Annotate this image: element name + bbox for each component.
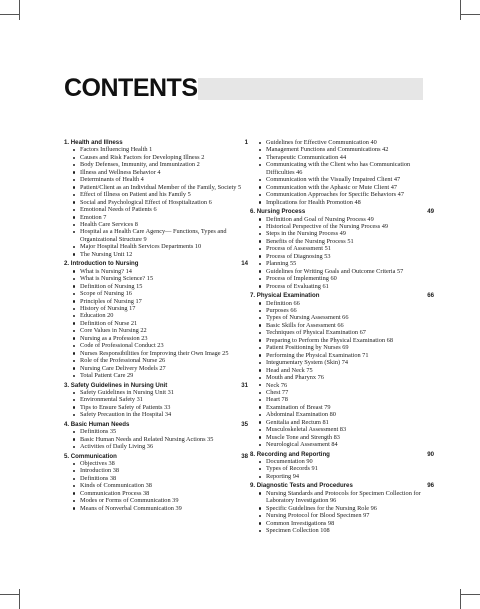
toc-entry: Guidelines for Writing Goals and Outcome Criteria 57 [258,268,436,275]
topic-list [64,268,250,380]
chapter-title: 3. Safety Guidelines in Nursing Unit [64,381,168,389]
toc-entry: Therapeutic Communication 44 [258,154,436,161]
topic-list [64,428,250,450]
toc-entry: Communication with the Aphasic or Mute Client 47 [258,184,436,191]
topic-list [250,216,436,291]
topic-list [64,146,250,258]
toc-entry: Neurological Assessment 84 [258,441,436,448]
toc-entry: Causes and Risk Factors for Developing Illness 2 [72,154,250,161]
chapter-page-number: 35 [241,420,248,428]
chapter-page-number: 14 [241,260,248,268]
topic-list [250,139,436,206]
topic-list [250,490,436,535]
toc-entry: Patient Positioning by Nurses 69 [258,344,436,351]
toc-entry: Process of Diagnosing 53 [258,253,436,260]
toc-entry: Preparing to Perform the Physical Examination 68 [258,337,436,344]
toc-entry: Activities of Daily Living 36 [72,443,250,450]
toc-entry: Definition of Nurse 21 [72,320,250,327]
toc-entry: Emotion 7 [72,214,250,221]
chapter-title: 4. Basic Human Needs [64,420,130,428]
toc-entry: Nursing Protocol for Blood Specimen 97 [258,512,436,519]
chapter-heading [250,208,436,215]
toc-entry: Introduction 38 [72,467,250,474]
toc-entry: Nursing Care Delivery Models 27 [72,365,250,372]
chapter-title: 2. Introduction to Nursing [64,260,139,268]
toc-entry: Major Hospital Health Services Departments 10 [72,243,250,250]
toc-entry: Core Values in Nursing 22 [72,327,250,334]
toc-entry: Reporting 94 [258,473,436,480]
chapter-heading [250,482,436,489]
toc-left-column [64,139,250,512]
toc-entry: Heart 78 [258,396,436,403]
toc-entry: Specimen Collection 108 [258,527,436,534]
crop-mark [460,14,480,15]
toc-entry: Performing the Physical Examination 71 [258,352,436,359]
chapter-heading [64,453,250,460]
chapter-heading [64,260,250,267]
toc-entry: Head and Neck 75 [258,367,436,374]
toc-entry: Communication Approaches for Specific Behaviors 47 [258,191,436,198]
toc-entry: Definition 66 [258,300,436,307]
toc-entry: Neck 76 [258,382,436,389]
toc-entry: Means of Nonverbal Communication 39 [72,505,250,512]
toc-entry: Total Patient Care 29 [72,372,250,379]
toc-entry: Types of Records 91 [258,465,436,472]
toc-entry: Integumentary System (Skin) 74 [258,359,436,366]
chapter-title: 7. Physical Examination [250,292,320,300]
toc-entry: Kinds of Communication 38 [72,482,250,489]
topic-list [250,300,436,449]
toc-entry: Guidelines for Effective Communication 40 [258,139,436,146]
toc-entry: Genitalia and Rectum 81 [258,419,436,426]
toc-entry: The Nursing Unit 12 [72,251,250,258]
chapter-page-number: 31 [241,381,248,389]
toc-entry: Communication Process 38 [72,490,250,497]
chapter-page-number: 66 [427,292,434,300]
toc-entry: Emotional Needs of Patients 6 [72,206,250,213]
toc-entry: History of Nursing 17 [72,305,250,312]
crop-mark [19,0,20,20]
toc-entry: Principles of Nursing 17 [72,298,250,305]
chapter-title: 6. Nursing Process [250,208,306,216]
toc-entry: Determinants of Health 4 [72,176,250,183]
toc-entry: What is Nursing Science? 15 [72,275,250,282]
crop-mark [0,14,20,15]
toc-entry: Steps in the Nursing Process 49 [258,230,436,237]
toc-entry: Planning 55 [258,260,436,267]
toc-entry: Social and Psychological Effect of Hospitalization 6 [72,199,250,206]
toc-entry: Tips to Ensure Safety of Patients 33 [72,404,250,411]
chapter-heading [64,139,250,146]
chapter-heading [64,421,250,428]
toc-entry: Scope of Nursing 16 [72,290,250,297]
toc-entry: Illness and Wellness Behavior 4 [72,169,250,176]
toc-entry: Abdominal Examination 80 [258,411,436,418]
toc-entry: Modes or Forms of Communication 39 [72,497,250,504]
toc-entry: Environmental Safety 31 [72,396,250,403]
toc-entry: Code of Professional Conduct 23 [72,342,250,349]
chapter-page-number: 49 [427,208,434,216]
chapter-title: 8. Recording and Reporting [250,450,330,458]
toc-entry: Nursing as a Profession 23 [72,335,250,342]
toc-entry: Definitions 35 [72,428,250,435]
toc-entry: Documentation 90 [258,458,436,465]
crop-mark [19,589,20,609]
toc-entry: Patient/Client as an Individual Member of the Family, Society 5 [72,184,250,191]
toc-entry: Safety Precaution in the Hospital 34 [72,411,250,418]
toc-entry: Process of Evaluating 61 [258,283,436,290]
title-bar [198,78,423,100]
toc-entry: What is Nursing? 14 [72,268,250,275]
toc-entry: Purposes 66 [258,307,436,314]
toc-entry: Examination of Breast 79 [258,404,436,411]
toc-entry: Common Investigations 98 [258,520,436,527]
toc-entry: Health Care Services 8 [72,221,250,228]
toc-entry: Hospital as a Health Care Agency— Functions, Types and Organizational Structure 9 [72,228,250,243]
crop-mark [0,594,20,595]
chapter-heading [64,382,250,389]
chapter-page-number: 38 [241,452,248,460]
toc-entry: Safety Guidelines in Nursing Unit 31 [72,389,250,396]
toc-entry: Nursing Standards and Protocols for Specimen Collection for Laboratory Investigation 96 [258,490,436,505]
chapter-heading [250,451,436,458]
toc-right-column [250,139,436,535]
toc-entry: Nurses Responsibilities for Improving their Own Image 25 [72,350,250,357]
toc-entry: Chest 77 [258,389,436,396]
toc-entry: Muscle Tone and Strength 83 [258,434,436,441]
toc-entry: Process of Assessment 51 [258,245,436,252]
toc-entry: Factors Influencing Health 1 [72,146,250,153]
toc-entry: Techniques of Physical Examination 67 [258,329,436,336]
topic-list [64,389,250,419]
toc-entry: Mouth and Pharynx 76 [258,374,436,381]
page-title: CONTENTS [64,74,198,102]
topic-list [64,460,250,512]
toc-entry: Implications for Health Promotion 48 [258,199,436,206]
chapter-title: 5. Communication [64,452,117,460]
toc-entry: Types of Nursing Assessment 66 [258,314,436,321]
chapter-page-number: 96 [427,482,434,490]
crop-mark [460,589,461,609]
toc-entry: Process of Implementing 60 [258,275,436,282]
toc-entry: Specific Guidelines for the Nursing Role 96 [258,505,436,512]
toc-entry: Definitions 38 [72,475,250,482]
toc-entry: Historical Perspective of the Nursing Process 49 [258,223,436,230]
chapter-title: 1. Health and Illness [64,139,123,146]
toc-entry: Basic Human Needs and Related Nursing Actions 35 [72,436,250,443]
toc-entry: Benefits of the Nursing Process 51 [258,238,436,245]
toc-entry: Management Functions and Communications 42 [258,146,436,153]
toc-entry: Musculoskeletal Assessment 83 [258,426,436,433]
toc-entry: Communication with the Visually Impaired Client 47 [258,176,436,183]
crop-mark [460,0,461,20]
toc-entry: Education 20 [72,312,250,319]
toc-entry: Definition and Goal of Nursing Process 49 [258,216,436,223]
crop-mark [460,594,480,595]
chapter-title: 9. Diagnostic Tests and Procedures [250,482,353,490]
toc-entry: Definition of Nursing 15 [72,283,250,290]
toc-entry: Basic Skills for Assessment 66 [258,322,436,329]
chapter-heading [250,292,436,299]
toc-entry: Objectives 38 [72,460,250,467]
toc-entry: Role of the Professional Nurse 26 [72,357,250,364]
topic-list [250,458,436,480]
chapter-page-number: 1 [244,139,248,146]
toc-entry: Body Defenses, Immunity, and Immunization 2 [72,161,250,168]
chapter-page-number: 90 [427,450,434,458]
toc-entry: Effect of Illness on Patient and his Family 5 [72,191,250,198]
toc-entry: Communicating with the Client who has Communication Difficulties 46 [258,161,436,176]
